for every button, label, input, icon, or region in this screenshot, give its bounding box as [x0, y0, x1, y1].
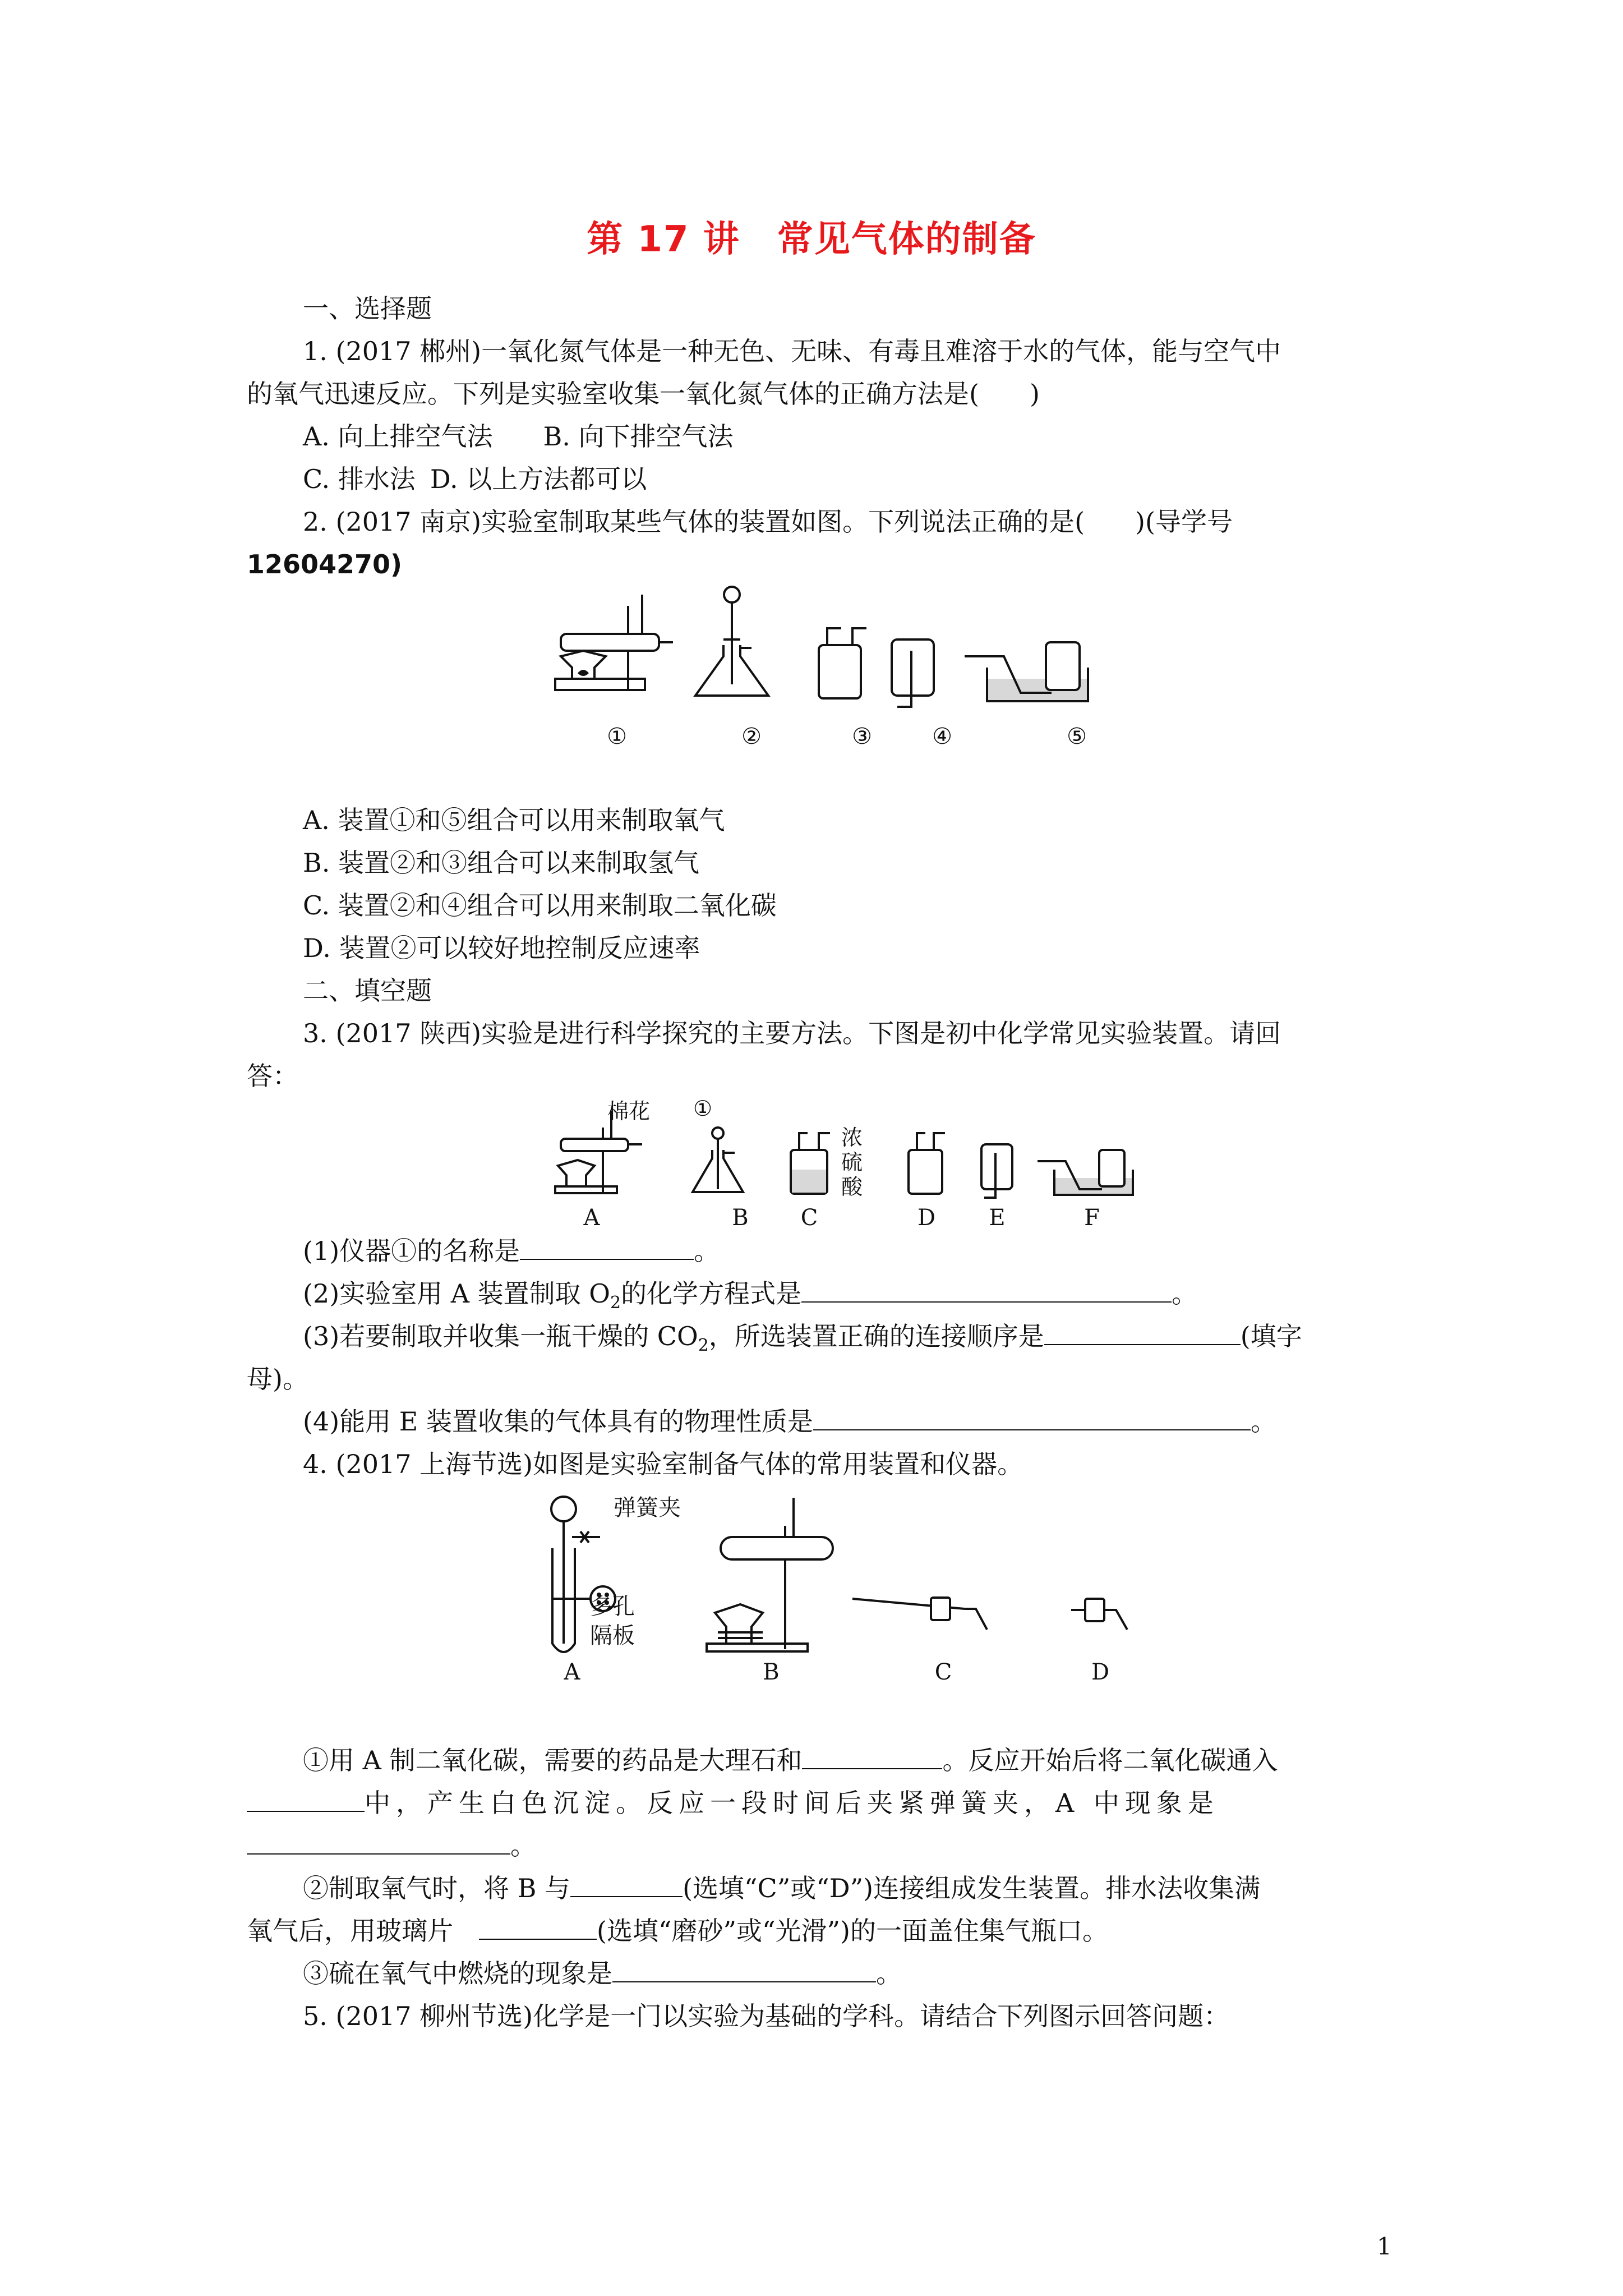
q4-label-clip: 弹簧夹	[614, 1495, 681, 1521]
q3-label-b: B	[732, 1205, 749, 1231]
answer-blank[interactable]	[612, 1957, 876, 1982]
section-heading-fill: 二、填空题	[303, 976, 432, 1006]
page-number: 1	[1377, 2233, 1392, 2260]
q2-option-a: A. 装置①和⑤组合可以用来制取氧气	[303, 805, 725, 835]
q3-device-e	[981, 1144, 1012, 1198]
q2-label-4: ④	[932, 724, 952, 749]
q3-part4: (4)能用 E 装置收集的气体具有的物理性质是 。	[303, 1405, 1391, 1438]
q4-label-d: D	[1091, 1659, 1110, 1685]
q3-part3: (3)若要制取并收集一瓶干燥的 $CO_2$，所选装置正确的连接顺序是 (填字	[303, 1319, 1391, 1363]
q3-label-c: C	[800, 1205, 818, 1231]
answer-blank[interactable]	[802, 1743, 942, 1769]
q4-sub2-line2: 氧气后，用玻璃片 (选填“磨砂”或“光滑”)的一面盖住集气瓶口。	[247, 1914, 1391, 1948]
q3-label-f: F	[1084, 1205, 1100, 1231]
q3-label-instrument-1: ①	[693, 1096, 713, 1121]
q2-device-1	[555, 595, 673, 690]
q4-label-c: C	[934, 1659, 952, 1685]
q2-option-b: B. 装置②和③组合可以来制取氢气	[303, 848, 700, 878]
q1-options-cd	[303, 462, 1391, 496]
q2-device-4	[892, 639, 934, 707]
q4-line1: 4. (2017 上海节选)如图是实验室制备气体的常用装置和仪器。	[303, 1449, 1023, 1479]
q3-label-acid: 浓 硫 酸	[841, 1125, 863, 1199]
q2-device-3	[819, 628, 866, 698]
q3-part1: (1)仪器①的名称是 。	[303, 1234, 1391, 1268]
q4-device-c	[852, 1598, 987, 1630]
q2-device-5	[965, 642, 1088, 701]
q4-label-a: A	[564, 1659, 580, 1685]
q2-label-5: ⑤	[1067, 724, 1087, 749]
q1-line2: 的氧气迅速反应。下列是实验室收集一氧化氮气体的正确方法是( )	[247, 379, 1040, 409]
answer-blank[interactable]	[813, 1405, 1251, 1430]
q2-line2: 12604270)	[247, 549, 403, 579]
q4-sub2-line1: ②制取氧气时，将 B 与 (选填“C”或“D”)连接组成发生装置。排水法收集满	[303, 1871, 1391, 1905]
q1-option-a: A. 向上排空气法	[303, 421, 493, 452]
answer-blank[interactable]	[247, 1829, 510, 1855]
q3-line2: 答：	[247, 1061, 298, 1091]
q3-device-f	[1038, 1150, 1133, 1195]
q3-label-cotton: 棉花	[607, 1099, 651, 1124]
q1-options-ab	[303, 420, 1391, 453]
q5-line1: 5. (2017 柳州节选)化学是一门以实验为基础的学科。请结合下列图示回答问题：	[303, 2001, 1230, 2031]
answer-blank[interactable]	[247, 1786, 365, 1812]
q3-part2: (2)实验室用 A 装置制取 $O_2$的化学方程式是 。	[303, 1277, 1391, 1320]
q3-label-e: E	[989, 1205, 1006, 1231]
answer-blank[interactable]	[520, 1234, 694, 1260]
q2-device-2	[695, 587, 768, 696]
q2-label-2: ②	[741, 724, 762, 749]
q3-label-a: A	[583, 1205, 600, 1231]
q1-option-c: C. 排水法	[303, 464, 416, 494]
q2-label-1: ①	[607, 724, 627, 749]
q1-option-d: D. 以上方法都可以	[430, 464, 647, 494]
q1-option-b: B. 向下排空气法	[543, 421, 734, 452]
answer-blank[interactable]	[479, 1914, 597, 1940]
q3-part3-cont: 母)。	[247, 1364, 308, 1394]
q3-device-b	[693, 1128, 743, 1192]
q2-label-3: ③	[852, 724, 872, 749]
q2-option-c: C. 装置②和④组合可以用来制取二氧化碳	[303, 890, 777, 921]
answer-blank[interactable]	[1044, 1319, 1241, 1345]
q3-line1: 3. (2017 陕西)实验是进行科学探究的主要方法。下图是初中化学常见实验装置。请回	[303, 1018, 1281, 1048]
q4-sub3: ③硫在氧气中燃烧的现象是 。	[303, 1957, 1391, 1990]
answer-blank[interactable]	[570, 1871, 683, 1897]
q3-device-d	[909, 1133, 945, 1194]
q2-option-d: D. 装置②可以较好地控制反应速率	[303, 933, 700, 963]
q2-line1: 2. (2017 南京)实验室制取某些气体的装置如图。下列说法正确的是( )(导学号	[303, 507, 1233, 537]
q4-label-porous-plate: 多孔 隔板	[590, 1594, 635, 1649]
section-heading-choice: 一、选择题	[303, 293, 432, 324]
q4-sub1-line1: ①用 A 制二氧化碳，需要的药品是大理石和 。反应开始后将二氧化碳通入	[303, 1743, 1391, 1777]
q3-label-d: D	[917, 1205, 936, 1231]
answer-blank[interactable]	[801, 1277, 1172, 1303]
q4-device-b	[707, 1498, 833, 1651]
q4-sub1-line2: 中，产生白色沉淀。反应一段时间后夹紧弹簧夹，A 中现象是	[247, 1786, 1391, 1820]
q4-device-d	[1071, 1599, 1127, 1630]
q4-sub1-line3: 。	[247, 1829, 1391, 1862]
q4-label-b: B	[763, 1659, 780, 1685]
page-title: 第 17 讲 常见气体的制备	[587, 219, 1036, 260]
q3-device-c	[791, 1133, 830, 1194]
q1-line1: 1. (2017 郴州)一氧化氮气体是一种无色、无味、有毒且难溶于水的气体，能与空气中	[303, 336, 1281, 366]
